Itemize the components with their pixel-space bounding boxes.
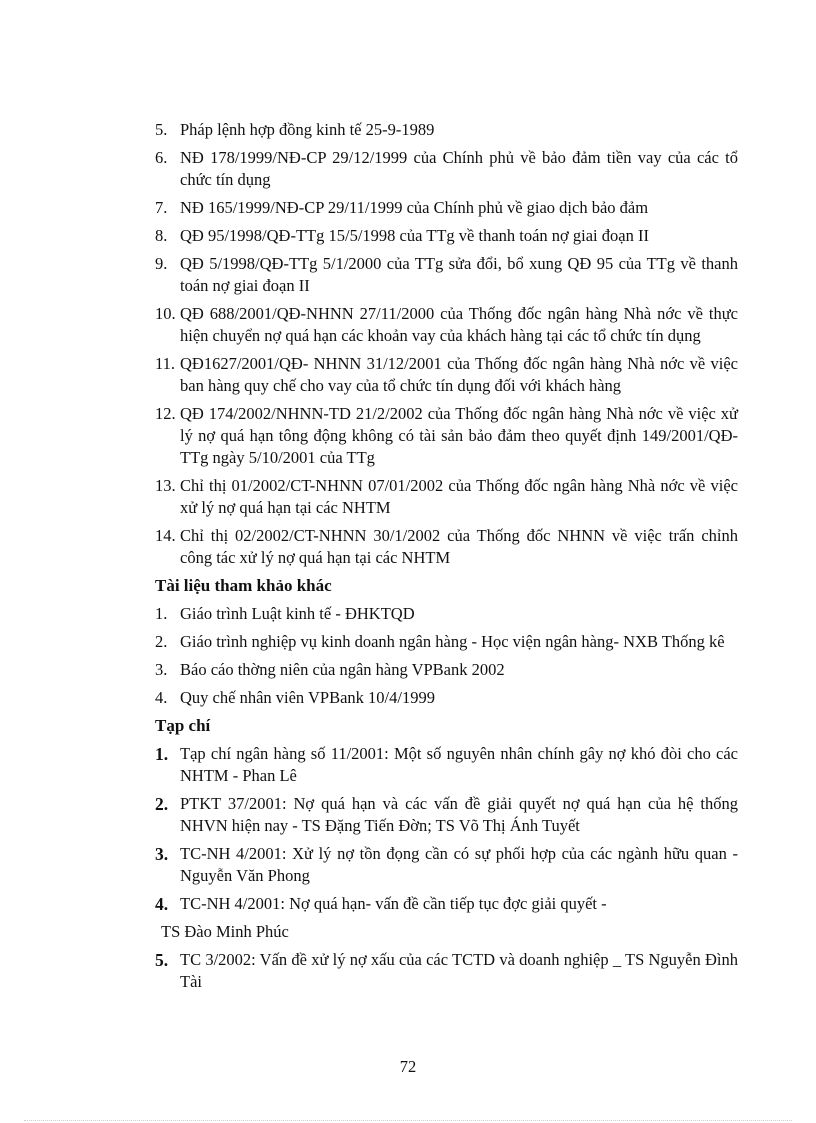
list-item bbox=[155, 147, 738, 191]
item-number: 3. bbox=[155, 660, 168, 679]
item-text: TC-NH 4/2001: Nợ quá hạn- vấn đề cần tiếp tục đợc giải quyết - bbox=[180, 894, 607, 913]
list-item bbox=[155, 225, 738, 247]
item-text: TC-NH 4/2001: Xử lý nợ tồn đọng cần có sự phối hợp của các ngành hữu quan - Nguyễn Văn Phong bbox=[180, 844, 738, 885]
list-item bbox=[155, 631, 738, 653]
item-number: 3. bbox=[155, 844, 169, 864]
list-item bbox=[155, 949, 738, 993]
list-item bbox=[155, 253, 738, 297]
item-number: 9. bbox=[155, 254, 168, 273]
item-text: Giáo trình nghiệp vụ kinh doanh ngân hàng - Học viện ngân hàng- NXB Thống kê bbox=[180, 632, 725, 651]
item-number: 7. bbox=[155, 198, 168, 217]
journal-author-line: TS Đào Minh Phúc bbox=[161, 922, 289, 941]
list-item bbox=[155, 743, 738, 787]
item-number: 13. bbox=[155, 476, 176, 495]
item-number: 5. bbox=[155, 950, 169, 970]
item-text: QĐ 688/2001/QĐ-NHNN 27/11/2000 của Thống đốc ngân hàng Nhà nớc về thực hiện chuyển nợ quá hạn các khoản vay của khách hàng tại các tổ chức tín dụng bbox=[180, 304, 738, 345]
list-item bbox=[155, 687, 738, 709]
item-text: QĐ1627/2001/QĐ- NHNN 31/12/2001 của Thống đốc ngân hàng Nhà nớc về việc ban hàng quy chế cho vay của tổ chức tín dụng đối với khách hàng bbox=[180, 354, 738, 395]
list-item bbox=[155, 403, 738, 469]
item-text: Giáo trình Luật kinh tế - ĐHKTQD bbox=[180, 604, 415, 623]
item-number: 2. bbox=[155, 632, 168, 651]
item-text: Pháp lệnh hợp đồng kinh tế 25-9-1989 bbox=[180, 120, 435, 139]
references-content bbox=[155, 119, 738, 999]
legal-documents-list bbox=[155, 119, 738, 569]
list-item bbox=[155, 303, 738, 347]
list-item bbox=[155, 659, 738, 681]
item-text: PTKT 37/2001: Nợ quá hạn và các vấn đề giải quyết nợ quá hạn của hệ thống NHVN hiện nay - TS Đặng Tiến Đờn; TS Võ Thị Ánh Tuyết bbox=[180, 794, 738, 835]
item-text: Báo cáo thờng niên của ngân hàng VPBank 2002 bbox=[180, 660, 505, 679]
list-item bbox=[155, 793, 738, 837]
item-text: Tạp chí ngân hàng số 11/2001: Một số nguyên nhân chính gây nợ khó đòi cho các NHTM - Phan Lê bbox=[180, 744, 738, 785]
item-number: 14. bbox=[155, 526, 176, 545]
item-number: 2. bbox=[155, 794, 169, 814]
list-item bbox=[155, 353, 738, 397]
list-item bbox=[155, 119, 738, 141]
item-text: QĐ 95/1998/QĐ-TTg 15/5/1998 của TTg về thanh toán nợ giai đoạn II bbox=[180, 226, 649, 245]
item-number: 4. bbox=[155, 688, 168, 707]
journals-list-continued bbox=[155, 949, 738, 993]
list-item bbox=[155, 197, 738, 219]
journals-heading: Tạp chí bbox=[155, 716, 211, 735]
item-number: 6. bbox=[155, 148, 168, 167]
other-references-heading: Tài liệu tham khảo khác bbox=[155, 576, 332, 595]
item-number: 1. bbox=[155, 744, 169, 764]
item-text: TC 3/2002: Vấn đề xử lý nợ xấu của các TCTD và doanh nghiệp _ TS Nguyễn Đình Tài bbox=[180, 950, 738, 991]
journals-list bbox=[155, 743, 738, 915]
item-number: 8. bbox=[155, 226, 168, 245]
item-text: NĐ 178/1999/NĐ-CP 29/12/1999 của Chính phủ về bảo đảm tiền vay của các tổ chức tín dụng bbox=[180, 148, 738, 189]
list-item bbox=[155, 893, 738, 915]
item-text: Quy chế nhân viên VPBank 10/4/1999 bbox=[180, 688, 435, 707]
item-number: 10. bbox=[155, 304, 176, 323]
other-references-list bbox=[155, 603, 738, 709]
item-text: NĐ 165/1999/NĐ-CP 29/11/1999 của Chính phủ về giao dịch bảo đảm bbox=[180, 198, 649, 217]
item-text: QĐ 174/2002/NHNN-TD 21/2/2002 của Thống đốc ngân hàng Nhà nớc về việc xử lý nợ quá hạn tông động không có tài sản bảo đảm theo quyết định 149/2001/QĐ-TTg ngày 5/10/2001 của TTg bbox=[180, 404, 738, 467]
item-number: 12. bbox=[155, 404, 176, 423]
page-number: 72 bbox=[399, 1057, 417, 1076]
item-number: 4. bbox=[155, 894, 169, 914]
item-text: QĐ 5/1998/QĐ-TTg 5/1/2000 của TTg sửa đổi, bổ xung QĐ 95 của TTg về thanh toán nợ giai đoạn II bbox=[180, 254, 738, 295]
page-bottom-divider bbox=[24, 1120, 792, 1121]
item-text: Chỉ thị 01/2002/CT-NHNN 07/01/2002 của Thống đốc ngân hàng Nhà nớc về việc xử lý nợ quá hạn tại các NHTM bbox=[180, 476, 738, 517]
item-number: 5. bbox=[155, 120, 168, 139]
list-item bbox=[155, 843, 738, 887]
list-item bbox=[155, 603, 738, 625]
item-number: 1. bbox=[155, 604, 168, 623]
item-text: Chỉ thị 02/2002/CT-NHNN 30/1/2002 của Thống đốc NHNN về việc trấn chỉnh công tác xử lý nợ quá hạn tại các NHTM bbox=[180, 526, 738, 567]
item-number: 11. bbox=[155, 354, 176, 373]
list-item bbox=[155, 525, 738, 569]
list-item bbox=[155, 475, 738, 519]
